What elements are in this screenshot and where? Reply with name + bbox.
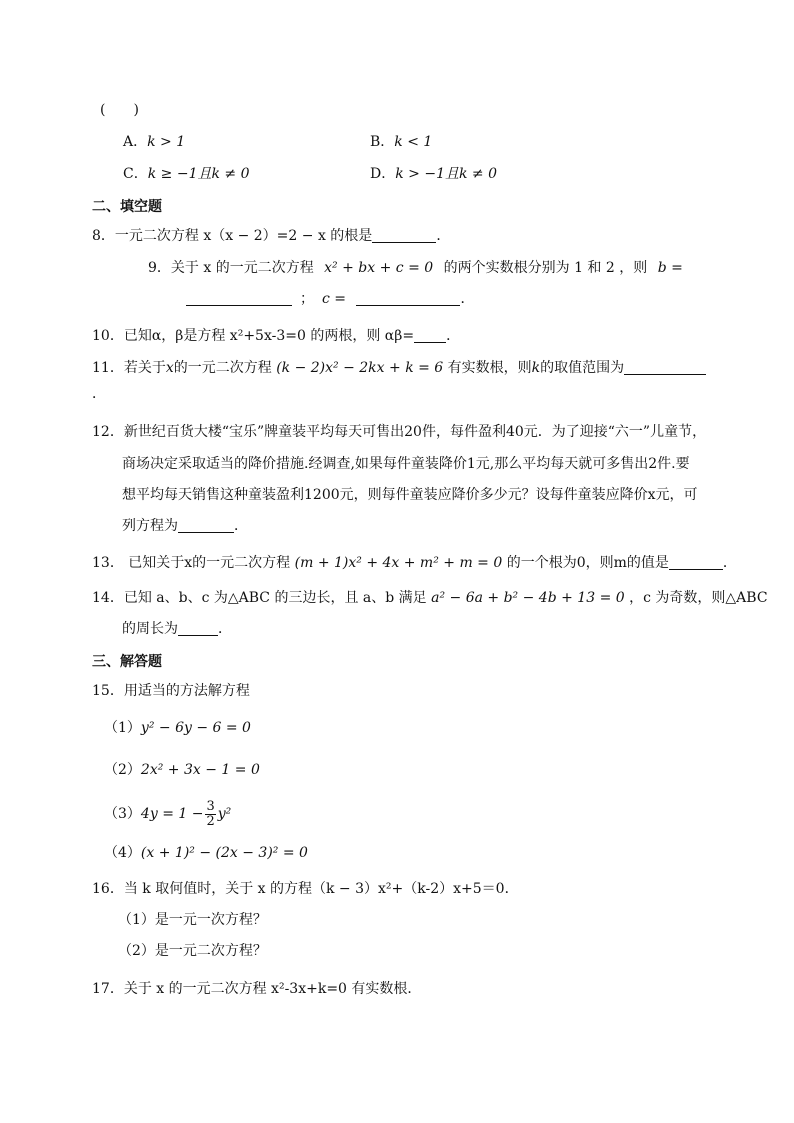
q8-post: ． bbox=[436, 228, 451, 244]
section-title-solve: 三、解答题 bbox=[92, 654, 162, 670]
q10-post: ． bbox=[446, 328, 461, 344]
equation-right: y² bbox=[217, 806, 232, 822]
q13-post: ． bbox=[722, 555, 737, 571]
option-text: k < 1 bbox=[394, 134, 433, 150]
q8 bbox=[92, 226, 450, 246]
q7-paren: ( ) bbox=[100, 102, 139, 118]
q11-text: 的一元二次方程 bbox=[173, 360, 272, 376]
answer-blank bbox=[624, 360, 706, 375]
q12-line4 bbox=[122, 516, 248, 536]
q12-line3: 想平均每天销售这种童装盈利1200元，则每件童装应降价多少元？设每件童装应降价x元，可 bbox=[122, 487, 698, 503]
answer-blank-c bbox=[356, 291, 460, 306]
equation: (x + 1)² − (2x − 3)² = 0 bbox=[140, 845, 308, 861]
q15-part1 bbox=[104, 718, 251, 738]
answer-blank bbox=[178, 518, 234, 533]
answer-blank bbox=[372, 228, 436, 243]
q10 bbox=[92, 326, 460, 346]
option-label: B． bbox=[370, 134, 395, 150]
q15-part3 bbox=[104, 796, 231, 832]
q9-text: 9．关于 x 的一元二次方程 bbox=[148, 260, 314, 276]
part-label: （4） bbox=[104, 845, 141, 861]
q9-equation: x² + bx + c = 0 bbox=[324, 260, 434, 276]
q11-text: 的取值范围为 bbox=[540, 360, 625, 376]
q11-var-k: k bbox=[531, 360, 541, 376]
q8-text: 8．一元二次方程 x（x − 2）=2 − x 的根是 bbox=[92, 228, 373, 244]
q16-sub2: （2）是一元二次方程？ bbox=[118, 943, 267, 959]
q9-line1 bbox=[148, 258, 683, 278]
option-label: A． bbox=[123, 134, 148, 150]
q9-post: ． bbox=[460, 291, 475, 307]
q14-text: 14．已知 a、b、c 为△ABC 的三边长，且 a、b 满足 bbox=[92, 590, 427, 606]
q13 bbox=[92, 553, 737, 573]
answer-blank-b bbox=[186, 291, 292, 306]
q13-text: 13． 已知关于x的一元二次方程 bbox=[92, 555, 291, 571]
q12-post: ． bbox=[234, 518, 248, 534]
option-text: k > 1 bbox=[147, 134, 186, 150]
q13-equation: (m + 1)x² + 4x + m² + m = 0 bbox=[294, 555, 503, 571]
q11-tail: ． bbox=[92, 386, 106, 402]
equation: y² − 6y − 6 = 0 bbox=[140, 720, 251, 736]
numerator: 3 bbox=[206, 798, 215, 814]
q11-equation: (k − 2)x² − 2kx + k = 6 bbox=[276, 360, 444, 376]
section-title-fill: 二、填空题 bbox=[92, 199, 162, 215]
q15-part4 bbox=[104, 843, 308, 863]
option-text: k > −1且k ≠ 0 bbox=[395, 166, 498, 182]
equation-left: 4y = 1 − bbox=[140, 806, 204, 822]
part-label: （3） bbox=[104, 806, 141, 822]
option-label: D． bbox=[370, 166, 396, 182]
part-label: （2） bbox=[104, 762, 141, 778]
q9-text-mid: 的两个实数根分别为 1 和 2 ，则 bbox=[443, 260, 648, 276]
q14-equation: a² − 6a + b² − 4b + 13 = 0 bbox=[431, 590, 625, 606]
option-label: C． bbox=[123, 166, 148, 182]
q11 bbox=[92, 358, 706, 378]
q11-text: 11．若关于 bbox=[92, 360, 166, 376]
q14-text: 的周长为 bbox=[122, 621, 178, 637]
answer-blank bbox=[178, 621, 218, 636]
q13-text: 的一个根为0，则m的值是 bbox=[506, 555, 669, 571]
q9-b-label: b = bbox=[657, 260, 683, 276]
q9-c-label: c = bbox=[322, 291, 347, 307]
q12-text: 列方程为 bbox=[122, 518, 178, 534]
part-label: （1） bbox=[104, 720, 141, 736]
q7-option-a bbox=[123, 132, 185, 152]
q7-option-c bbox=[123, 164, 250, 184]
q17-title: 17．关于 x 的一元二次方程 x²-3x+k=0 有实数根． bbox=[92, 981, 422, 997]
q15-part2 bbox=[104, 760, 260, 780]
q7-option-d bbox=[370, 164, 497, 184]
q9-sep: ； bbox=[300, 291, 314, 307]
q15-title: 15．用适当的方法解方程 bbox=[92, 683, 250, 699]
fraction bbox=[205, 800, 215, 829]
answer-blank bbox=[669, 555, 723, 570]
q14-text: ，c 为奇数，则△ABC bbox=[629, 590, 768, 606]
q14-line1 bbox=[92, 588, 768, 608]
q10-text: 10．已知α，β是方程 x²+5x-3=0 的两根，则 αβ= bbox=[92, 328, 415, 344]
q14-post: ． bbox=[218, 621, 232, 637]
q14-line2 bbox=[122, 619, 232, 639]
q9-line2 bbox=[186, 289, 474, 309]
q12-line1: 12．新世纪百货大楼“宝乐”牌童装平均每天可售出20件，每件盈利40元．为了迎接“六一”儿童节， bbox=[92, 424, 707, 440]
q16-title: 16．当 k 取何值时，关于 x 的方程（k − 3）x²+（k-2）x+5＝0． bbox=[92, 881, 519, 897]
q11-var-x: x bbox=[165, 360, 174, 376]
denominator: 2 bbox=[206, 813, 215, 829]
equation: 2x² + 3x − 1 = 0 bbox=[140, 762, 260, 778]
answer-blank bbox=[414, 328, 446, 343]
q7-option-b bbox=[370, 132, 432, 152]
option-text: k ≥ −1且k ≠ 0 bbox=[147, 166, 250, 182]
q16-sub1: （1）是一元一次方程？ bbox=[118, 912, 267, 928]
q12-line2: 商场决定采取适当的降价措施.经调查,如果每件童装降价1元,那么平均每天就可多售出2件.要 bbox=[122, 456, 690, 472]
q11-text: 有实数根，则 bbox=[447, 360, 532, 376]
